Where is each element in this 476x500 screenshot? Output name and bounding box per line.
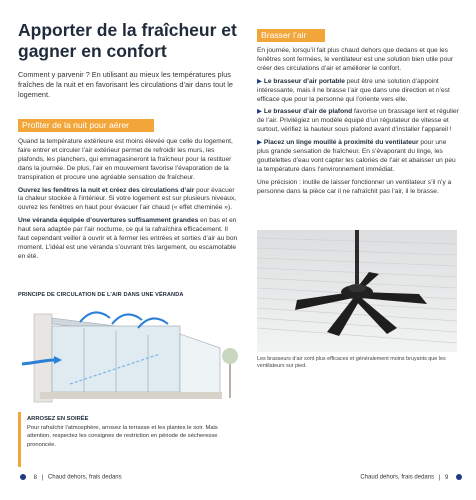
bullet-plafond: ▶ Le brasseur d’air de plafond favorise un brassage lent et régulier de l’air. Privilégiez un modèle équipé d’un régulateur de vitesse et surtout, vérifiez la hauteur sous plafond avant d’installer l’appareil ! (257, 108, 459, 134)
paragraph-fenetres-bold: Ouvrez les fenêtres la nuit et créez des circulations d’air (18, 186, 195, 194)
veranda-illustration (20, 304, 240, 404)
tip-text: Pour rafraîchir l’atmosphère, arrosez la terrasse et les plantes le soir. Mais attention, respectez les consignes de restriction en période de sécheresse prononcée. (27, 425, 218, 448)
footer-dot-icon-right (456, 474, 462, 480)
bullet-plafond-bold: Le brasseur d’air de plafond (263, 108, 353, 116)
footer-dot-icon (20, 474, 26, 480)
paragraph-journee: En journée, lorsqu’il fait plus chaud dehors que dedans et que les fenêtres sont fermées, le ventilateur est une solution bien utile pour créer des circulations d’air et améliorer le confort. (257, 47, 454, 72)
paragraph-veranda-rest: en bas et en haut sera adaptée par l’air nocturne, ce qui la rafraîchira efficacement. Il faut cependant veiller à ouvrir et à fermer les entrées et sorties d’air au bon moment. L’idéal est une véranda s’ouvrant très largement, ou escamotable en été. (18, 217, 238, 260)
footer-right: Chaud dehors, frais dedans | 9 (360, 474, 462, 481)
section-title-brasser: Brasser l’air (261, 30, 307, 40)
paragraph-fenetres-rest: pour évacuer la chaleur stockée à l’intérieur. Si votre logement est sur plusieurs niveaux, ouvrez les fenêtres en haut pour évacuer l’air chaud (« effet cheminée »). (18, 186, 237, 212)
diagram-caption: PRINCIPE DE CIRCULATION DE L’AIR DANS UNE VÉRANDA (18, 292, 184, 298)
left-body (18, 138, 240, 266)
paragraph-fenetres (18, 187, 240, 214)
bullet-portable: ▶ Le brasseur d’air portable peut être une solution d’appoint intéressante, mais il ne brasse l’air que dans une direction et n’est efficace que pour la personne qui l’oriente vers elle. (257, 77, 450, 103)
footer-text-right: Chaud dehors, frais dedans (360, 474, 435, 481)
bullet-portable-rest: peut être une solution d’appoint intéressante, mais il ne brasse l’air que dans une direction et n’est efficace que pour la personne qui l’oriente vers elle. (257, 77, 450, 103)
paragraph-precision: Une précision : inutile de laisser fonctionner un ventilateur s’il n’y a personne dans la pièce car il ne rafraîchit pas l’air, il le brasse. (257, 178, 452, 195)
tip-title: ARROSEZ EN SOIRÉE (27, 416, 89, 422)
bullet-linge: ▶ Placez un linge mouillé à proximité du ventilateur pour une plus grande sensation de fraîcheur. En s’évaporant du linge, les gouttelettes d’eau vont capter les calories de l’air et abaisser un peu la température dans l’environnement immédiat. (257, 139, 456, 173)
photo-caption: Les brasseurs d’air sont plus efficaces et généralement moins bruyants que les ventilateurs sur pied. (257, 356, 446, 369)
paragraph-veranda-bold: Une véranda équipée d’ouvertures suffisamment grandes (18, 217, 199, 225)
bullet-linge-rest: pour une plus grande sensation de fraîcheur. En s’évaporant du linge, les gouttelettes d’eau vont capter les calories de l’air et abaisser un peu la température dans l’environnement immédiat. (257, 139, 456, 173)
intro-text: Comment y parvenir ? En utilisant au mieux les températures plus fraîches de la nuit et en favorisant les circulations d’air dans tout le logement. (18, 70, 233, 99)
footer-text-left: Chaud dehors, frais dedans (47, 474, 122, 481)
page-title: Apporter de la fraîcheur et gagner en confort (18, 20, 237, 61)
ceiling-fan-photo (257, 230, 457, 352)
tip-accent-bar (18, 412, 21, 467)
bullet-plafond-rest: favorise un brassage lent et régulier de l’air. Privilégiez un modèle équipé d’un régulateur de vitesse et surtout, vérifiez la hauteur sous plafond avant d’installer l’appareil ! (257, 108, 459, 134)
page-number-right: 9 (444, 474, 449, 481)
bullet-linge-bold: Placez un linge mouillé à proximité du ventilateur (263, 139, 419, 147)
right-body (257, 47, 459, 201)
bullet-portable-bold: Le brasseur d’air portable (263, 77, 345, 85)
tip-box (27, 415, 237, 449)
paragraph-temperature: Quand la température extérieure est moins élevée que celle du logement, faire entrer et circuler l’air extérieur permet de refroidir les murs, les plafonds, les planchers, qui emmagasineront la fraîcheur pour la restituer dans la journée. De plus, l’air en mouvement favorise l’évaporation de la transpiration et procure une agréable sensation de fraîcheur. (18, 138, 233, 181)
page-number-left: 8 (33, 474, 38, 481)
paragraph-veranda (18, 217, 240, 262)
section-band-brasser (257, 29, 325, 42)
section-band-nuit (18, 119, 154, 132)
footer-left: 8 | Chaud dehors, frais dedans (20, 474, 122, 481)
section-title-nuit: Profiter de la nuit pour aérer (22, 120, 130, 130)
